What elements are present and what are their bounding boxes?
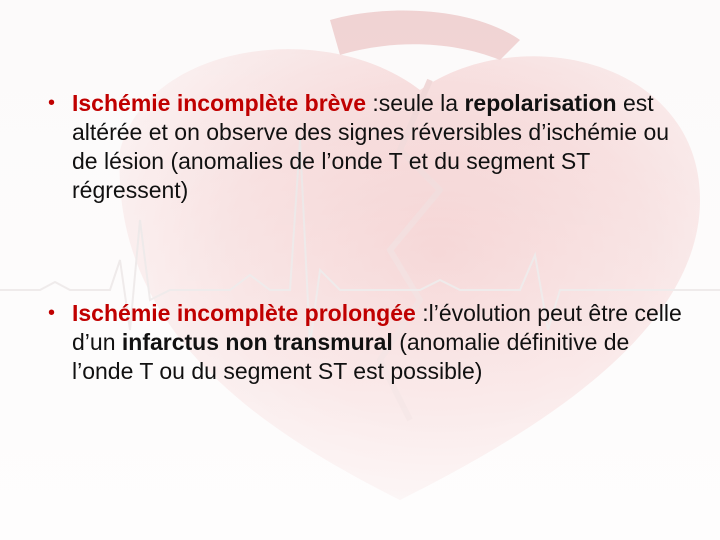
bullet-text bbox=[72, 299, 688, 386]
bullet-text-part: est altérée et on observe des signes réversibles d’ischémie ou de lésion (anomalies de l’onde T et du segment ST régressent) bbox=[72, 90, 670, 203]
bullet-text-part: seule la bbox=[378, 90, 465, 116]
bullet-text bbox=[72, 89, 688, 205]
bullet-separator: : bbox=[366, 90, 379, 116]
bullet-item-ischemie-breve bbox=[48, 89, 688, 205]
bullet-marker: • bbox=[48, 92, 56, 114]
bullet-text-part: l’évolution peut être celle d’un bbox=[72, 300, 682, 355]
bullet-separator: : bbox=[415, 300, 429, 326]
bullet-text-part: (anomalie définitive de l’onde T ou du segment ST est possible) bbox=[72, 329, 630, 384]
bullet-term: Ischémie incomplète prolongée bbox=[72, 300, 416, 326]
bullet-bold-term: infarctus non transmural bbox=[121, 329, 393, 355]
bullet-marker: • bbox=[48, 302, 56, 324]
bullet-bold-term: repolarisation bbox=[464, 90, 617, 116]
bullet-item-ischemie-prolongee bbox=[48, 299, 688, 386]
bullet-term: Ischémie incomplète brève bbox=[72, 90, 367, 116]
